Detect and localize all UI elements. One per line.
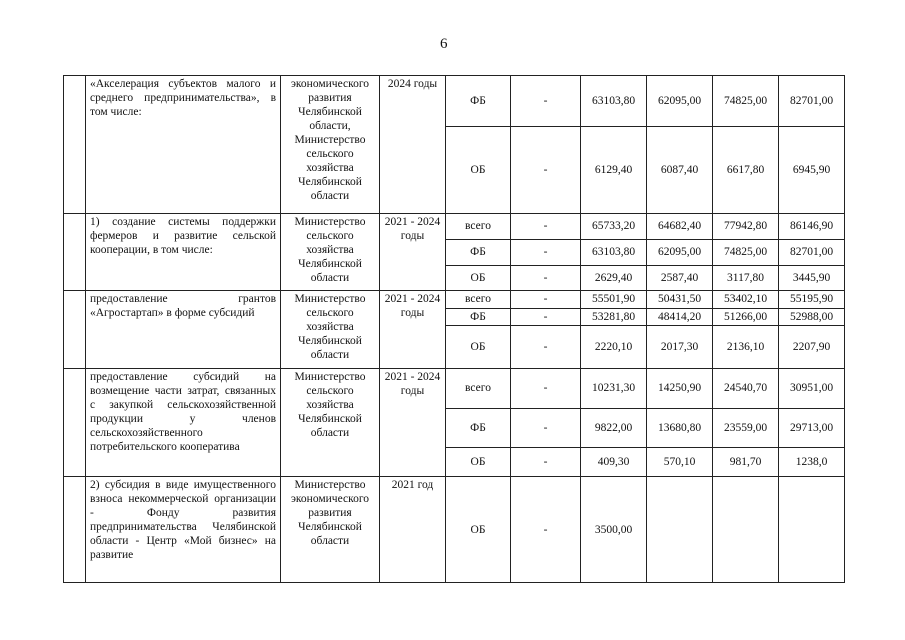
value-2024-cell: 2207,90 [779,325,845,368]
source-cell: ОБ [446,126,511,213]
measure-name-cell: предоставление субсидий на возмещение части затрат, связанных с закупкой сельскохозяйственной продукции у членов сельскохозяйственного потребительского кооператива [86,368,281,477]
index-cell [64,291,86,368]
dash-cell: - [511,265,581,290]
value-2023-cell: 2136,10 [713,325,779,368]
value-2024-cell: 52988,00 [779,308,845,325]
value-2024-cell: 82701,00 [779,76,845,127]
value-2022-cell: 2587,40 [647,265,713,290]
value-2021-cell: 53281,80 [581,308,647,325]
value-2021-cell: 55501,90 [581,291,647,308]
dash-cell: - [511,76,581,127]
value-2024-cell: 1238,0 [779,447,845,476]
dash-cell: - [511,409,581,448]
value-2024-cell: 86146,90 [779,214,845,239]
value-2021-cell: 409,30 [581,447,647,476]
term-cell: 2021 - 2024 годы [380,291,446,368]
value-2022-cell: 570,10 [647,447,713,476]
value-2023-cell: 51266,00 [713,308,779,325]
budget-table [63,75,845,583]
executor-cell: Министерство экономического развития Челябинской области [281,477,380,583]
value-2021-cell: 65733,20 [581,214,647,239]
index-cell [64,214,86,291]
value-2024-cell: 55195,90 [779,291,845,308]
index-cell [64,368,86,477]
index-cell [64,477,86,583]
value-2022-cell: 50431,50 [647,291,713,308]
source-cell: всего [446,291,511,308]
value-2023-cell: 24540,70 [713,368,779,409]
value-2023-cell: 53402,10 [713,291,779,308]
executor-cell: Министерство сельского хозяйства Челябинской области [281,368,380,477]
value-2021-cell: 6129,40 [581,126,647,213]
dash-cell: - [511,308,581,325]
value-2021-cell: 10231,30 [581,368,647,409]
dash-cell: - [511,239,581,265]
term-cell: 2021 - 2024 годы [380,214,446,291]
dash-cell: - [511,447,581,476]
source-cell: ОБ [446,447,511,476]
value-2022-cell: 2017,30 [647,325,713,368]
source-cell: ОБ [446,325,511,368]
value-2023-cell [713,477,779,583]
index-cell [64,76,86,214]
value-2021-cell: 3500,00 [581,477,647,583]
value-2024-cell: 82701,00 [779,239,845,265]
value-2022-cell: 64682,40 [647,214,713,239]
value-2023-cell: 6617,80 [713,126,779,213]
source-cell: ОБ [446,265,511,290]
table-row [64,368,845,409]
table-row [64,291,845,308]
value-2024-cell [779,477,845,583]
dash-cell: - [511,126,581,213]
value-2023-cell: 74825,00 [713,239,779,265]
value-2024-cell: 6945,90 [779,126,845,213]
executor-cell: экономического развития Челябинской области, Министерство сельского хозяйства Челябинской области [281,76,380,214]
executor-cell: Министерство сельского хозяйства Челябинской области [281,214,380,291]
measure-name-cell: 1) создание системы поддержки фермеров и развитие сельской кооперации, в том числе: [86,214,281,291]
value-2022-cell: 6087,40 [647,126,713,213]
value-2022-cell: 13680,80 [647,409,713,448]
source-cell: всего [446,368,511,409]
value-2023-cell: 3117,80 [713,265,779,290]
value-2023-cell: 23559,00 [713,409,779,448]
value-2021-cell: 2629,40 [581,265,647,290]
term-cell: 2021 - 2024 годы [380,368,446,477]
term-cell: 2024 годы [380,76,446,214]
executor-cell: Министерство сельского хозяйства Челябинской области [281,291,380,368]
term-cell: 2021 год [380,477,446,583]
measure-name-cell: «Акселерация субъектов малого и среднего предпринимательства», в том числе: [86,76,281,214]
value-2023-cell: 981,70 [713,447,779,476]
dash-cell: - [511,368,581,409]
dash-cell: - [511,477,581,583]
dash-cell: - [511,291,581,308]
source-cell: ФБ [446,308,511,325]
value-2021-cell: 63103,80 [581,76,647,127]
value-2023-cell: 77942,80 [713,214,779,239]
measure-name-cell: 2) субсидия в виде имущественного взноса некоммерческой организации - Фонду развития предпринимательства Челябинской области - Центр «Мой бизнес» на развитие [86,477,281,583]
dash-cell: - [511,325,581,368]
measure-name-cell: предоставление грантов «Агростартап» в форме субсидий [86,291,281,368]
value-2021-cell: 9822,00 [581,409,647,448]
source-cell: ФБ [446,239,511,265]
source-cell: ОБ [446,477,511,583]
value-2023-cell: 74825,00 [713,76,779,127]
value-2024-cell: 29713,00 [779,409,845,448]
value-2022-cell: 62095,00 [647,76,713,127]
source-cell: ФБ [446,409,511,448]
value-2024-cell: 3445,90 [779,265,845,290]
value-2022-cell [647,477,713,583]
table-row [64,477,845,583]
value-2022-cell: 14250,90 [647,368,713,409]
source-cell: ФБ [446,76,511,127]
table-row [64,76,845,127]
source-cell: всего [446,214,511,239]
value-2024-cell: 30951,00 [779,368,845,409]
value-2021-cell: 2220,10 [581,325,647,368]
page-number: 6 [440,36,448,52]
value-2022-cell: 48414,20 [647,308,713,325]
value-2022-cell: 62095,00 [647,239,713,265]
value-2021-cell: 63103,80 [581,239,647,265]
dash-cell: - [511,214,581,239]
table-row [64,214,845,239]
